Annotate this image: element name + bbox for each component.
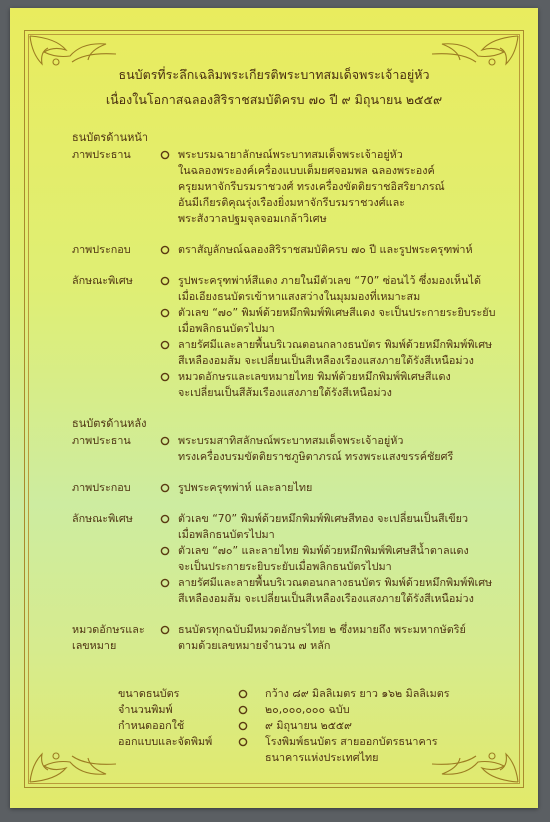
- bullet-icon: [160, 578, 170, 588]
- front-heading: ธนบัตรด้านหน้า: [72, 131, 149, 144]
- front-feature-line: จะเปลี่ยนเป็นสีส้มเรืองแสงภายใต้รังสีเหนือม่วง: [178, 386, 392, 399]
- back-feat-label: ลักษณะพิเศษ: [72, 512, 133, 525]
- front-feature-line: รูปพระครุฑพ่าห์สีแดง ภายในมีตัวเลข “70” ซ่อนไว้ ซึ่งมองเห็นได้: [178, 274, 481, 287]
- back-feature-line: ลายรัศมีและลายพื้นบริเวณตอนกลางธนบัตร พิมพ์ด้วยหมึกพิมพ์พิเศษ: [178, 576, 493, 589]
- front-feature-line: ลายรัศมีและลายพื้นบริเวณตอนกลางธนบัตร พิมพ์ด้วยหมึกพิมพ์พิเศษ: [178, 338, 493, 351]
- front-feat-label: ลักษณะพิเศษ: [72, 274, 133, 287]
- spec-date-label: กำหนดออกใช้: [118, 719, 185, 732]
- back-main-line: พระบรมสาทิสลักษณ์พระบาทสมเด็จพระเจ้าอยู่หัว: [178, 434, 404, 447]
- back-comp-line: รูปพระครุฑพ่าห์ และลายไทย: [178, 481, 313, 494]
- spec-design-value: โรงพิมพ์ธนบัตร สายออกบัตรธนาคาร: [265, 735, 438, 748]
- front-feature-line: หมวดอักษรและเลขหมายไทย พิมพ์ด้วยหมึกพิมพ์พิเศษสีแดง: [178, 370, 451, 383]
- title-line-2: เนื่องในโอกาสฉลองสิริราชสมบัติครบ ๗๐ ปี ๙ มิถุนายน ๒๕๕๙: [105, 92, 443, 107]
- back-heading: ธนบัตรด้านหลัง: [72, 417, 147, 430]
- bullet-icon: [238, 689, 248, 699]
- front-main-line: พระสังวาลปฐมจุลจอมเกล้าวิเศษ: [178, 212, 327, 225]
- bullet-icon: [238, 737, 248, 747]
- bullet-icon: [160, 245, 170, 255]
- bullet-icon: [238, 721, 248, 731]
- bullet-icon: [160, 308, 170, 318]
- spec-design-value: ธนาคารแห่งประเทศไทย: [265, 751, 379, 764]
- bullet-icon: [160, 436, 170, 446]
- back-main-label: ภาพประธาน: [72, 434, 131, 447]
- bullet-icon: [160, 372, 170, 382]
- back-feature-line: สีเหลืองอมส้ม จะเปลี่ยนเป็นสีเหลืองเรืองแสงภายใต้รังสีเหนือม่วง: [178, 592, 474, 605]
- bullet-icon: [160, 514, 170, 524]
- front-main-line: ครุยมหาจักรีบรมราชวงศ์ ทรงเครื่องขัตติยราชอิสริยาภรณ์: [178, 180, 445, 193]
- spec-qty-label: จำนวนพิมพ์: [118, 703, 173, 716]
- front-feature-line: สีเหลืองอมส้ม จะเปลี่ยนเป็นสีเหลืองเรืองแสงภายใต้รังสีเหนือม่วง: [178, 354, 474, 367]
- serial-line: ธนบัตรทุกฉบับมีหมวดอักษรไทย ๒ ซึ่งหมายถึง พระมหากษัตริย์: [178, 623, 466, 636]
- bullet-icon: [160, 625, 170, 635]
- spec-date-value: ๙ มิถุนายน ๒๕๕๙: [265, 719, 352, 732]
- front-comp-line: ตราสัญลักษณ์ฉลองสิริราชสมบัติครบ ๗๐ ปี และรูปพระครุฑพ่าห์: [178, 243, 473, 256]
- back-feature-line: ตัวเลข “๗๐” และลายไทย พิมพ์ด้วยหมึกพิมพ์พิเศษสีน้ำตาลแดง: [178, 544, 469, 557]
- spec-size-value: กว้าง ๘๙ มิลลิเมตร ยาว ๑๖๒ มิลลิเมตร: [265, 687, 450, 700]
- spec-size-label: ขนาดธนบัตร: [118, 687, 180, 700]
- front-main-label: ภาพประธาน: [72, 148, 131, 161]
- back-feature-line: ตัวเลข “70” พิมพ์ด้วยหมึกพิมพ์พิเศษสีทอง จะเปลี่ยนเป็นสีเขียว: [178, 512, 469, 525]
- bullet-icon: [160, 150, 170, 160]
- front-main-line: ในฉลองพระองค์เครื่องแบบเต็มยศจอมพล ฉลองพระองค์: [178, 164, 435, 177]
- back-feature-line: จะเป็นประกายระยิบระยับเมื่อพลิกธนบัตรไปมา: [178, 560, 392, 573]
- front-feature-line: เมื่อพลิกธนบัตรไปมา: [178, 322, 275, 335]
- serial-line: ตามด้วยเลขหมายจำนวน ๗ หลัก: [178, 639, 331, 652]
- spec-design-label: ออกแบบและจัดพิมพ์: [118, 735, 213, 748]
- serial-label: เลขหมาย: [72, 639, 117, 652]
- serial-label: หมวดอักษรและ: [72, 623, 145, 636]
- front-feature-line: ตัวเลข “๗๐” พิมพ์ด้วยหมึกพิมพ์พิเศษสีแดง จะเป็นประกายระยิบระยับ: [178, 306, 496, 319]
- back-feature-line: เมื่อพลิกธนบัตรไปมา: [178, 528, 275, 541]
- front-feature-line: เมื่อเอียงธนบัตรเข้าหาแสงสว่างในมุมมองที่เหมาะสม: [178, 290, 421, 303]
- front-main-line: อันมีเกียรติคุณรุ่งเรืองยิ่งมหาจักรีบรมราชวงศ์และ: [178, 196, 405, 209]
- front-comp-label: ภาพประกอบ: [72, 243, 131, 256]
- back-comp-label: ภาพประกอบ: [72, 481, 131, 494]
- title-line-1: ธนบัตรที่ระลึกเฉลิมพระเกียรติพระบาทสมเด็จพระเจ้าอยู่หัว: [118, 67, 430, 82]
- spec-qty-value: ๒๐,๐๐๐,๐๐๐ ฉบับ: [265, 703, 350, 716]
- bullet-icon: [238, 705, 248, 715]
- bullet-icon: [160, 483, 170, 493]
- back-main-line: ทรงเครื่องบรมขัตติยราชภูษิตาภรณ์ ทรงพระแสงขรรค์ชัยศรี: [178, 450, 454, 463]
- corner-ornament-icon: [26, 742, 126, 786]
- bullet-icon: [160, 340, 170, 350]
- front-main-line: พระบรมฉายาลักษณ์พระบาทสมเด็จพระเจ้าอยู่หัว: [178, 148, 403, 161]
- bullet-icon: [160, 276, 170, 286]
- commemorative-card: [10, 8, 538, 808]
- bullet-icon: [160, 546, 170, 556]
